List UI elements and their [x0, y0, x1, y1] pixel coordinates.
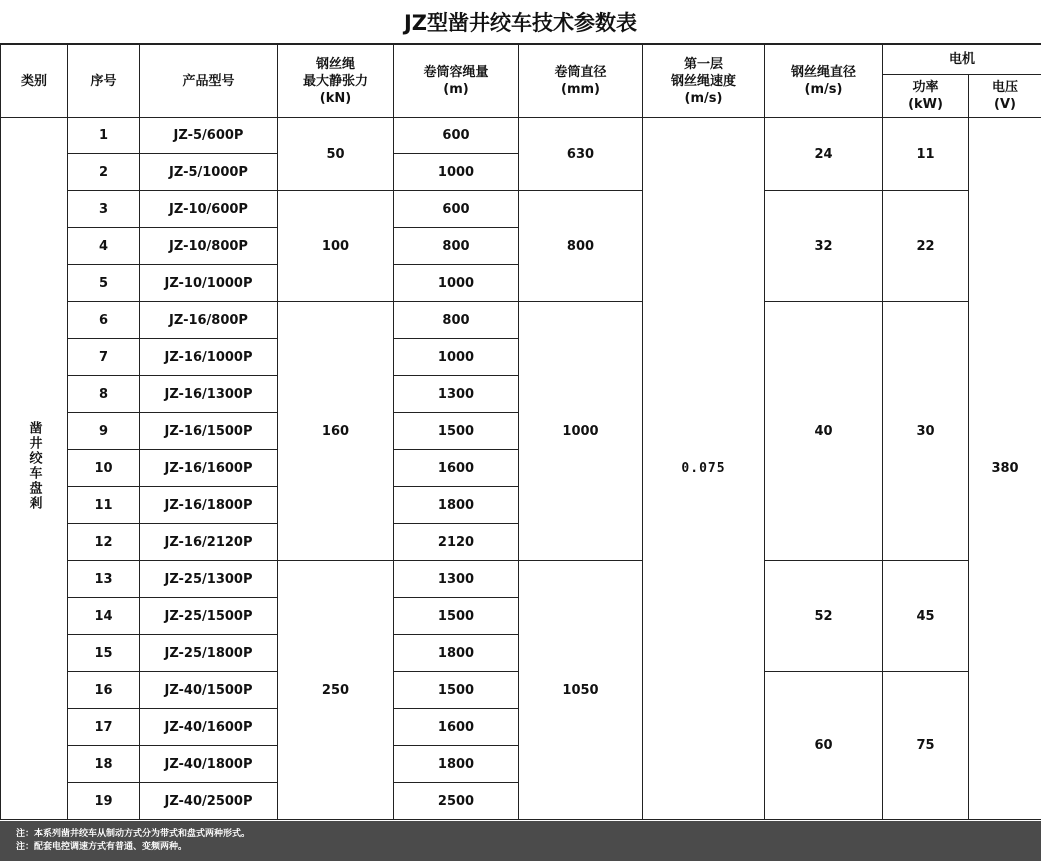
- seq-cell: 14: [68, 598, 140, 635]
- model-cell: JZ-16/1800P: [140, 487, 278, 524]
- seq-cell: 18: [68, 746, 140, 783]
- header-power: [883, 75, 969, 118]
- model-cell: JZ-16/1300P: [140, 376, 278, 413]
- capacity-cell: 1500: [394, 413, 519, 450]
- header-tension-line2: 最大静张力: [302, 73, 368, 89]
- header-tension-unit: (kN): [319, 90, 352, 106]
- model-cell: JZ-5/600P: [140, 118, 278, 154]
- table-row: [1, 191, 1041, 228]
- model-cell: JZ-16/800P: [140, 302, 278, 339]
- power-cell: 45: [883, 561, 969, 672]
- header-voltage-line1: 电压: [992, 80, 1019, 95]
- power-cell: 22: [883, 191, 969, 302]
- table-row: [1, 302, 1041, 339]
- seq-cell: 12: [68, 524, 140, 561]
- seq-cell: 19: [68, 783, 140, 820]
- header-rope-speed: [643, 45, 765, 118]
- capacity-cell: 1500: [394, 672, 519, 709]
- power-cell: 75: [883, 672, 969, 820]
- capacity-cell: 1500: [394, 598, 519, 635]
- seq-cell: 2: [68, 154, 140, 191]
- header-voltage-unit: (V): [994, 97, 1016, 112]
- tension-cell: 50: [278, 118, 394, 191]
- model-cell: JZ-16/1600P: [140, 450, 278, 487]
- model-cell: JZ-10/800P: [140, 228, 278, 265]
- seq-cell: 16: [68, 672, 140, 709]
- header-capacity: [394, 45, 519, 118]
- seq-cell: 4: [68, 228, 140, 265]
- capacity-cell: 1800: [394, 746, 519, 783]
- model-cell: JZ-40/1500P: [140, 672, 278, 709]
- category-cell: [1, 118, 68, 820]
- drum-diameter-cell: 800: [519, 191, 643, 302]
- drum-diameter-cell: 1050: [519, 561, 643, 820]
- header-power-unit: (kW): [908, 97, 943, 112]
- rope-speed-cell: 0.075: [643, 118, 765, 820]
- capacity-cell: 1600: [394, 450, 519, 487]
- header-speed-line1: 第一层: [683, 56, 723, 72]
- voltage-cell: 380: [969, 118, 1041, 820]
- model-cell: JZ-16/1000P: [140, 339, 278, 376]
- capacity-cell: 1800: [394, 487, 519, 524]
- model-cell: JZ-10/600P: [140, 191, 278, 228]
- seq-cell: 17: [68, 709, 140, 746]
- seq-cell: 13: [68, 561, 140, 598]
- model-cell: JZ-16/2120P: [140, 524, 278, 561]
- header-speed-line2: 钢丝绳速度: [670, 73, 736, 89]
- seq-cell: 15: [68, 635, 140, 672]
- capacity-cell: 1600: [394, 709, 519, 746]
- spec-table: [0, 44, 1041, 820]
- model-cell: JZ-16/1500P: [140, 413, 278, 450]
- capacity-cell: 1000: [394, 265, 519, 302]
- header-tension: [278, 45, 394, 118]
- seq-cell: 3: [68, 191, 140, 228]
- header-rope-unit: (m/s): [804, 82, 843, 97]
- rope-diameter-cell: 52: [765, 561, 883, 672]
- capacity-cell: 800: [394, 228, 519, 265]
- header-tension-line1: 钢丝绳: [315, 56, 355, 72]
- capacity-cell: 1800: [394, 635, 519, 672]
- capacity-cell: 1000: [394, 154, 519, 191]
- seq-cell: 7: [68, 339, 140, 376]
- power-cell: 11: [883, 118, 969, 191]
- model-cell: JZ-5/1000P: [140, 154, 278, 191]
- note-line-2: 注：配套电控调速方式有普通、变频两种。: [16, 842, 188, 852]
- table-row: [1, 118, 1041, 154]
- header-power-line1: 功率: [912, 80, 939, 95]
- header-speed-unit: (m/s): [684, 90, 723, 106]
- model-cell: JZ-25/1800P: [140, 635, 278, 672]
- model-cell: JZ-25/1500P: [140, 598, 278, 635]
- table-row: [1, 561, 1041, 598]
- model-cell: JZ-40/2500P: [140, 783, 278, 820]
- header-category: 类别: [1, 45, 68, 118]
- seq-cell: 9: [68, 413, 140, 450]
- header-model: 产品型号: [140, 45, 278, 118]
- table-title: JZ型凿井绞车技术参数表: [0, 0, 1041, 44]
- model-cell: JZ-40/1800P: [140, 746, 278, 783]
- seq-cell: 11: [68, 487, 140, 524]
- capacity-cell: 2500: [394, 783, 519, 820]
- power-cell: 30: [883, 302, 969, 561]
- capacity-cell: 1300: [394, 376, 519, 413]
- header-rope-diameter: [765, 45, 883, 118]
- notes-footer: [0, 821, 1041, 861]
- header-capacity-unit: (m): [443, 82, 469, 97]
- model-cell: JZ-40/1600P: [140, 709, 278, 746]
- seq-cell: 10: [68, 450, 140, 487]
- capacity-cell: 1300: [394, 561, 519, 598]
- header-drum-line1: 卷筒直径: [554, 65, 607, 80]
- seq-cell: 5: [68, 265, 140, 302]
- capacity-cell: 600: [394, 118, 519, 154]
- rope-diameter-cell: 60: [765, 672, 883, 820]
- tension-cell: 100: [278, 191, 394, 302]
- header-rope-line1: 钢丝绳直径: [790, 65, 856, 80]
- capacity-cell: 600: [394, 191, 519, 228]
- header-drum-unit: (mm): [561, 82, 600, 97]
- tension-cell: 160: [278, 302, 394, 561]
- seq-cell: 8: [68, 376, 140, 413]
- capacity-cell: 1000: [394, 339, 519, 376]
- rope-diameter-cell: 24: [765, 118, 883, 191]
- capacity-cell: 800: [394, 302, 519, 339]
- header-capacity-line1: 卷筒容绳量: [423, 65, 489, 80]
- model-cell: JZ-10/1000P: [140, 265, 278, 302]
- rope-diameter-cell: 32: [765, 191, 883, 302]
- seq-cell: 1: [68, 118, 140, 154]
- header-voltage: [969, 75, 1041, 118]
- seq-cell: 6: [68, 302, 140, 339]
- tension-cell: 250: [278, 561, 394, 820]
- model-cell: JZ-25/1300P: [140, 561, 278, 598]
- header-motor: 电机: [883, 45, 1041, 75]
- drum-diameter-cell: 1000: [519, 302, 643, 561]
- header-seq: 序号: [68, 45, 140, 118]
- header-drum-diameter: [519, 45, 643, 118]
- note-line-1: 注：本系列凿井绞车从制动方式分为带式和盘式两种形式。: [16, 829, 251, 839]
- category-label: 凿井绞车盘剎: [26, 421, 42, 511]
- capacity-cell: 2120: [394, 524, 519, 561]
- rope-diameter-cell: 40: [765, 302, 883, 561]
- drum-diameter-cell: 630: [519, 118, 643, 191]
